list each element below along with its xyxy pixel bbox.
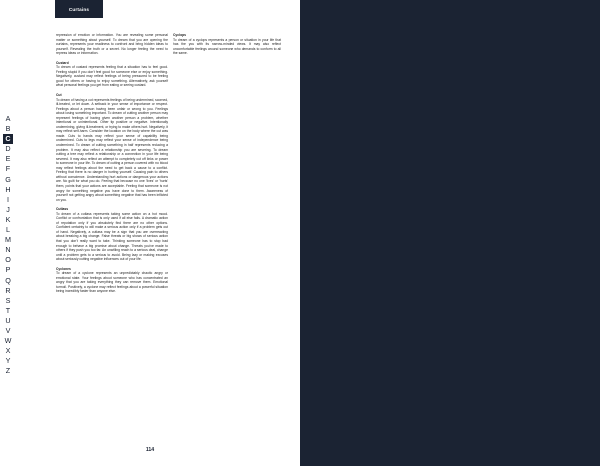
dictionary-entry-cyclones: [56, 267, 168, 294]
alphabet-letter-d[interactable]: D: [5, 144, 11, 154]
entry-term: Cyclones: [56, 266, 71, 271]
entry-term: Cutlass: [56, 207, 69, 212]
alphabet-letter-r[interactable]: R: [5, 285, 11, 295]
page-number: 114: [145, 447, 155, 453]
alphabet-letter-q[interactable]: Q: [5, 275, 11, 285]
alphabet-letter-n[interactable]: N: [5, 245, 11, 255]
alphabet-letter-s[interactable]: S: [5, 295, 11, 305]
entry-definition: To dream of a cyclops represents a person or situation in your life that has the you with its narrow-minded views. It may also reflect uncomfortable feelings around someone who demands to conform to all the same.: [173, 37, 281, 56]
continuation-paragraph: repression of emotion or information. You are revealing some personal matter or something about yourself. To dream that you are opening the curtains, represents your readiness to confront and bring hidden ideas to yourself. Revealing the truth or a secret. No longer feeling the need to repress ideas or information.: [56, 33, 168, 56]
alphabet-letter-a[interactable]: A: [5, 114, 11, 123]
alphabet-letter-p[interactable]: P: [5, 265, 11, 275]
alphabet-letter-w[interactable]: W: [4, 336, 12, 346]
alphabet-letter-o[interactable]: O: [5, 255, 11, 265]
entry-definition: To dream of a cyclone represents an unpredictably chaotic angry or emotional state. Your feelings about someone who has concentrated an angry that you are taking everything they can remove them. Emotional turmoil. Positively, a cyclone may reflect feelings about a powerful situation being incredibly faster than anyone else.: [56, 271, 168, 294]
alphabet-letter-x[interactable]: X: [5, 346, 11, 356]
alphabet-letter-f[interactable]: F: [5, 164, 11, 174]
alphabet-letter-k[interactable]: K: [5, 214, 11, 224]
left-text-column: [56, 33, 168, 299]
alphabet-letter-j[interactable]: J: [6, 204, 10, 214]
entry-definition: To dream of a cutlass represents taking some action on a hot mood. Conflict or confrontation that is only used if all else fails. A dramatic action of reputation only if you absolutely find there are no other options. Confident certainty to will make a serious action only if a problem gets out of hand. Negatively, a cutlass may be a sign that you are overreacting about breaking a big change. False threats or big shows of serious action that you don't really want to take. Thinking someone has to stop bad enough to behave a big promise about change. Threats you've made to others if they push you too far. An unwilling reach to a serious deal, change until a problem gets to a serious to avoid. Being lazy or making excuses about seriously cutting negative influences out of your life.: [56, 211, 168, 262]
dictionary-entry-cutlass: [56, 207, 168, 262]
alphabet-letter-l[interactable]: L: [6, 225, 10, 235]
alphabet-letter-v[interactable]: V: [5, 325, 11, 335]
entry-term: Cyclops: [173, 33, 187, 37]
alphabet-letter-m[interactable]: M: [5, 235, 11, 245]
alphabet-letter-y[interactable]: Y: [5, 356, 11, 366]
dictionary-entry-cut: [56, 93, 168, 202]
section-title: Curtains: [68, 6, 90, 12]
alphabet-index: [2, 114, 14, 376]
alphabet-letter-z[interactable]: Z: [5, 366, 11, 376]
entry-term: Custard: [56, 60, 69, 65]
dictionary-entry-custard: [56, 61, 168, 88]
right-text-column: [173, 33, 281, 61]
alphabet-letter-g[interactable]: G: [5, 174, 11, 184]
section-header-tab: [55, 0, 103, 18]
dictionary-entry-cyclops: [173, 33, 281, 56]
alphabet-letter-i[interactable]: I: [7, 194, 9, 204]
entry-term: Cut: [56, 93, 62, 98]
alphabet-letter-u[interactable]: U: [5, 315, 11, 325]
alphabet-letter-t[interactable]: T: [5, 305, 11, 315]
entry-definition: To dream of having a cut represents feelings of being undermined, scorned, ill-treated, or let down. A setback in your sense of importance or respect. Feelings about a person having been unfair or wrong to you. Feelings about losing something important. To dream of cutting another person may represent feelings of having given another person a problem, whether intentional or unintentional. Other tip positive or negative. Intentionally undermining, giving ill-treatment, or trying to make others hurt. Negatively, it may reflect self-harm. Consider the location on the body where the cut was made. Cuts to hands may reflect your sense of capability being undermined. Cuts to legs may reflect your sense of independence being undermined. To dream of cutting something in half represents reducing a problem. It may also reflect a relationship you are severing. To dream cutting a tree may reflect a relationship or a connection in your life being severed. It may also reflect an attempt to completely cut off links or power to someone in your life. To dream of cutting a person covered with no blood may reflect feelings about the need to get back a cause to a conflict. Feeling that there is no danger in hurting yourself. Causing pain to others without conscience. Understanding hurt actions or dangerous your actions are. No guilt for what you do. Feeling that because no one 'lives' or 'hurts' them, points that your actions are acceptable. Feeling that someone is not angry for something negative you have done to them. Awareness of yourself not getting angry about something negative that has been inflicted on you.: [56, 97, 168, 202]
alphabet-letter-h[interactable]: H: [5, 184, 11, 194]
alphabet-letter-e[interactable]: E: [5, 154, 11, 164]
entry-definition: To dream of custard represents feeling that a situation has to feel good. Feeling stupid if you don't feel good for someone else or enjoy something. Negatively, custard may reflect feelings of being pressured to be feeling good for others or having to enjoy something. Alternatively, ask yourself what personal feelings you get from eating or seeing custard.: [56, 65, 168, 88]
alphabet-letter-b[interactable]: B: [5, 124, 11, 134]
alphabet-letter-c[interactable]: C: [3, 134, 13, 144]
dark-background-panel: [300, 0, 600, 466]
